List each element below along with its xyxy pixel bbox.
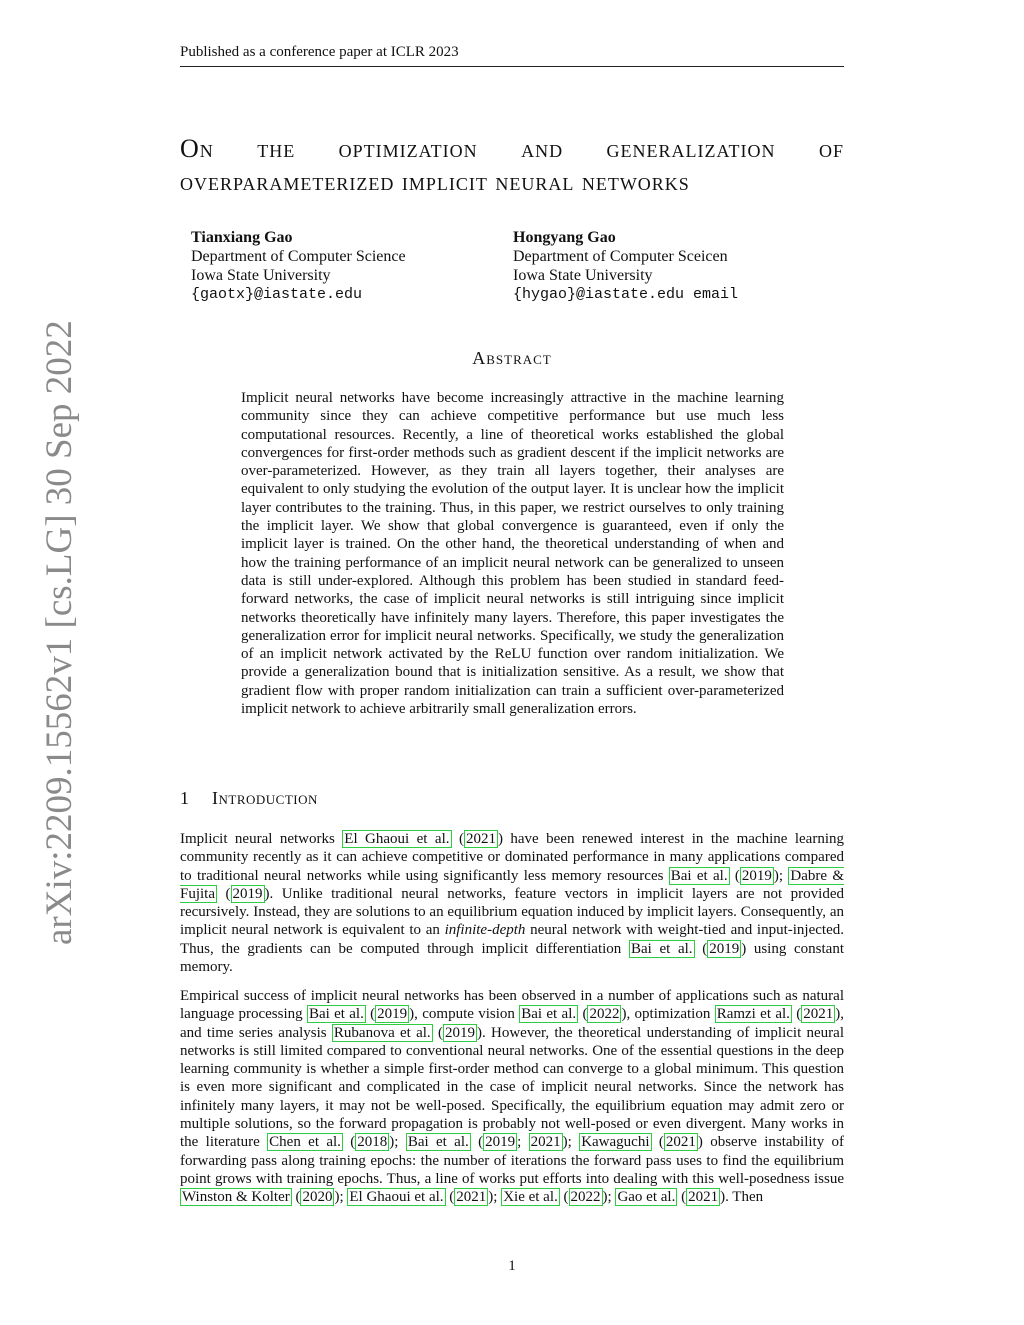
text-run: . Then [725, 1189, 764, 1206]
author-university: Iowa State University [513, 267, 653, 284]
paper-title [180, 132, 844, 198]
text-run: Empirical success of implicit neural networks has been observed in a number of applications such as natural language processing [180, 988, 844, 1023]
text-run: ; [607, 1189, 616, 1206]
citation-year-link[interactable]: 2022 [589, 1006, 620, 1023]
author-block-2 [513, 228, 843, 304]
intro-paragraph-2: Empirical success of implicit neural networks has been observed in a number of applications such as natural language processing Bai et al. ( 2019 ), compute vision Bai et al. ( 2022 ), optimization Ramzi et al. ( 2021 ), and time series analysis Rubanova et al. ( 2019 ). However, the theoretical understanding of implicit neural networks is still limited compared to conventional neural networks. One of the essential questions in the deep learning community is whether a simple first-order method can converge to a global minimum. This question is even more significant and complicated in the case of implicit neural networks. Since the network has infinitely many layers, it may not be well-posed. Specifically, the equilibrium equation may admit zero or multiple solutions, so the forward propagation is probably not well-posed or even divergent. Many works in the literature Chen et al. ( 2018 ); Bai et al. ( 2019 ; 2021 ); Kawaguchi ( 2021 ) observe instability of forwarding pass along training epochs: the number of iterations the forward pass uses to find the equilibrium point grows with training epochs. Thus, a line of works put efforts into dealing with this well-posedness issue Winston & Kolter ( 2020 ); El Ghaoui et al. ( 2021 ); Xie et al. ( 2022 ); Gao et al. ( 2021 ). Then [180, 988, 845, 1206]
citation-year-link[interactable]: 2021 [530, 1134, 561, 1151]
text-run: neural network with weight-tied and input-injected. Thus, the gradients can be computed through implicit differentiation [180, 922, 844, 957]
text-run: ; [394, 1134, 406, 1151]
text-run: . However, the theoretical understanding of implicit neural networks is still limited compared to conventional neural networks. One of the essential questions in the deep learning community is whether a simple first-order method can converge to a global minimum. This question is even more significant and complicated in the case of implicit neural networks. Since the network has infinitely many layers, it may not be well-posed. Specifically, the equilibrium equation may admit zero or multiple solutions, so the forward propagation is probably not well-posed or even divergent. Many works in the literature [180, 1024, 845, 1151]
intro-paragraph-1: Implicit neural networks El Ghaoui et al. ( 2021 ) have been renewed interest in the machine learning community recently as it can achieve competitive or dominated performance in many applications compared to traditional neural networks while using significantly less memory resources Bai et al. ( 2019 ); Dabre & Fujita ( 2019 ). Unlike traditional neural networks, feature vectors in implicit layers are not provided recursively. Instead, they are solutions to an equilibrium equation induced by implicit layers. Consequently, an implicit neural network is equivalent to an infinite-depth neural network with weight-tied and input-injected. Thus, the gradients can be computed through implicit differentiation Bai et al. ( 2019 ) using constant memory. [180, 831, 845, 976]
page-number: 1 [508, 1258, 516, 1274]
citation-year-link[interactable]: 2021 [665, 1134, 696, 1151]
citation-link[interactable]: Dabre & Fujita [180, 867, 845, 902]
text-run: ; [778, 867, 789, 884]
citation-link[interactable]: Bai et al. [407, 1134, 469, 1151]
author-name: Hongyang Gao [513, 229, 616, 246]
citation-link[interactable]: El Ghaoui et al. [344, 831, 450, 847]
title-line-1: On the optimization and generalization of [180, 134, 844, 163]
citation-year-link[interactable]: 2019 [444, 1024, 475, 1041]
header-rule [180, 66, 844, 67]
author-email[interactable]: {gaotx}@iastate.edu [191, 286, 363, 303]
author-email[interactable]: {hygao}@iastate.edu [513, 286, 685, 303]
citation-year-link[interactable]: 2021 [465, 831, 496, 847]
citation-link[interactable]: Rubanova et al. [333, 1024, 431, 1041]
text-run: , and time series analysis [180, 1006, 844, 1041]
text-run: , compute vision [414, 1006, 520, 1023]
text-run: using constant memory. [180, 940, 844, 976]
citation-year-link[interactable]: 2021 [688, 1189, 719, 1206]
author-email-line [513, 285, 843, 304]
citation-link[interactable]: El Ghaoui et al. [349, 1189, 444, 1206]
title-line-2: overparameterized implicit neural networks [180, 167, 690, 196]
citation-year-link[interactable]: 2020 [302, 1189, 333, 1206]
citation-link[interactable]: Bai et al. [308, 1006, 364, 1023]
text-run: . Unlike traditional neural networks, feature vectors in implicit layers are not provided recursively. Instead, they are solutions to an equilibrium equation induced by implicit layers. Consequently, an implicit neural network is equivalent to an [180, 885, 844, 939]
abstract-text: Implicit neural networks have become increasingly attractive in the machine learning community since they can achieve competitive performance but use much less computational resources. Recently, a line of theoretical works established the global convergences for first-order methods such as gradient descent if the implicit networks are over-parameterized. However, as they train all layers together, their analyses are equivalent to only studying the evolution of the output layer. It is unclear how the implicit layer contributes to the training. Thus, in this paper, we restrict ourselves to only training the implicit layer. We show that global convergence is guaranteed, even if only the implicit layer is trained. On the other hand, the theoretical understanding of when and how the training performance of an implicit neural network can be generalized to unseen data is still under-explored. Although this problem has been studied in standard feed-forward networks, the case of implicit neural networks is still intriguing since implicit networks theoretically have infinitely many layers. Therefore, this paper investigates the generalization error for implicit neural networks. Specifically, we study the generalization of an implicit network activated by the ReLU function over random initialization. We provide a generalization bound that is initialization sensitive. As a result, we show that gradient flow with proper random initialization can train a sufficient over-parameterized implicit network to achieve arbitrarily small generalization errors. [241, 390, 784, 718]
emphasis: infinite-depth [444, 922, 526, 939]
text-run: ; [339, 1189, 348, 1206]
section-heading [180, 788, 318, 809]
citation-link[interactable]: Kawaguchi [581, 1134, 650, 1151]
citation-link[interactable]: Gao et al. [617, 1189, 676, 1206]
author-department: Department of Computer Sceicen [513, 248, 728, 265]
citation-year-link[interactable]: 2021 [456, 1189, 487, 1206]
author-email-suffix: email [693, 286, 739, 303]
citation-year-link[interactable]: 2019 [485, 1134, 516, 1151]
section-number: 1 [180, 788, 190, 808]
author-university: Iowa State University [191, 267, 331, 284]
citation-link[interactable]: Bai et al. [630, 940, 693, 957]
citation-year-link[interactable]: 2022 [570, 1189, 601, 1206]
section-title: Introduction [212, 788, 318, 808]
text-run: ; [493, 1189, 502, 1206]
citation-link[interactable]: Ramzi et al. [716, 1006, 790, 1023]
abstract-heading: Abstract [472, 348, 552, 368]
citation-year-link[interactable]: 2018 [357, 1134, 388, 1151]
text-run: have been renewed interest in the machine learning community recently as it can achieve competitive or dominated performance in many applications compared to traditional neural networks while using significantly less memory resources [180, 831, 844, 884]
text-run: ; [517, 1134, 529, 1151]
citation-link[interactable]: Bai et al. [670, 867, 728, 884]
text-run: Implicit neural networks [180, 831, 343, 847]
citation-year-link[interactable]: 2019 [741, 867, 772, 884]
arxiv-side-stamp: arXiv:2209.15562v1 [cs.LG] 30 Sep 2022 [39, 320, 80, 945]
author-name: Tianxiang Gao [191, 229, 293, 246]
citation-link[interactable]: Winston & Kolter [182, 1189, 290, 1206]
citation-link[interactable]: Chen et al. [269, 1134, 341, 1151]
citation-year-link[interactable]: 2019 [377, 1006, 408, 1023]
text-run: , optimization [626, 1006, 715, 1023]
author-block-1 [191, 228, 501, 304]
citation-link[interactable]: Bai et al. [521, 1006, 577, 1023]
text-run: observe instability of forwarding pass along training epochs: the number of iterations the forward pass uses to find the equilibrium point grows with training epochs. Thus, a line of works put efforts into dealing with this well-posedness issue [180, 1134, 845, 1187]
citation-year-link[interactable]: 2021 [803, 1006, 834, 1023]
citation-year-link[interactable]: 2019 [709, 940, 740, 957]
citation-year-link[interactable]: 2019 [232, 885, 263, 902]
text-run: ; [567, 1134, 580, 1151]
running-header: Published as a conference paper at ICLR 2023 [180, 44, 459, 60]
author-department: Department of Computer Science [191, 248, 406, 265]
citation-link[interactable]: Xie et al. [503, 1189, 558, 1206]
